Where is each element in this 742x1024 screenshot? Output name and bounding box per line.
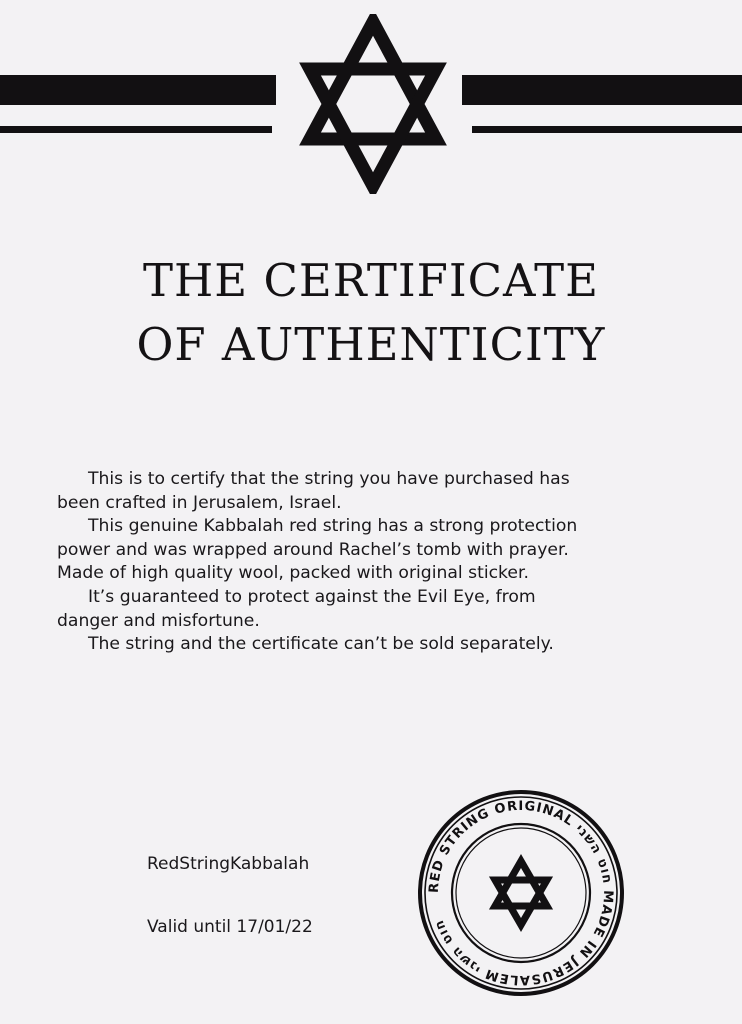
star-of-david-icon [293,14,453,194]
paragraph-genuine [57,515,697,586]
header-rule-right-thin [472,126,742,133]
header-rule-left-thin [0,126,272,133]
header-rule-left-thick [0,75,276,105]
paragraph-guarantee [57,586,697,633]
text-line: It’s guaranteed to protect against the Evil Eye, from [88,586,536,607]
seal-star-icon [495,861,547,925]
authenticity-seal [416,788,626,998]
title-line-1: THE CERTIFICATE [143,254,599,307]
paragraph-certify [57,468,697,515]
text-line: This is to certify that the string you have purchased has [88,469,570,489]
brand-name: RedStringKabbalah [147,854,310,874]
text-line: power and was wrapped around Rachel’s tomb with prayer. [57,539,569,560]
text-line: Made of high quality wool, packed with original sticker. [57,563,529,584]
text-line: danger and misfortune. [57,610,260,631]
seal-ring-text: RED STRING ORIGINAL חוט השני MADE IN JERUSALEM חוט השני [426,798,616,988]
validity-date: Valid until 17/01/22 [147,917,313,937]
header-rule-right-thick [462,75,742,105]
svg-text:RED STRING ORIGINAL חוט השני M [427,799,615,987]
paragraph-separately [57,633,697,657]
title-line-2: OF AUTHENTICITY [136,318,606,371]
text-line: The string and the certificate can’t be sold separately. [88,634,554,655]
certificate-body [57,468,697,657]
text-line: been crafted in Jerusalem, Israel. [57,492,342,513]
text-line: This genuine Kabbalah red string has a strong protection [88,516,578,537]
